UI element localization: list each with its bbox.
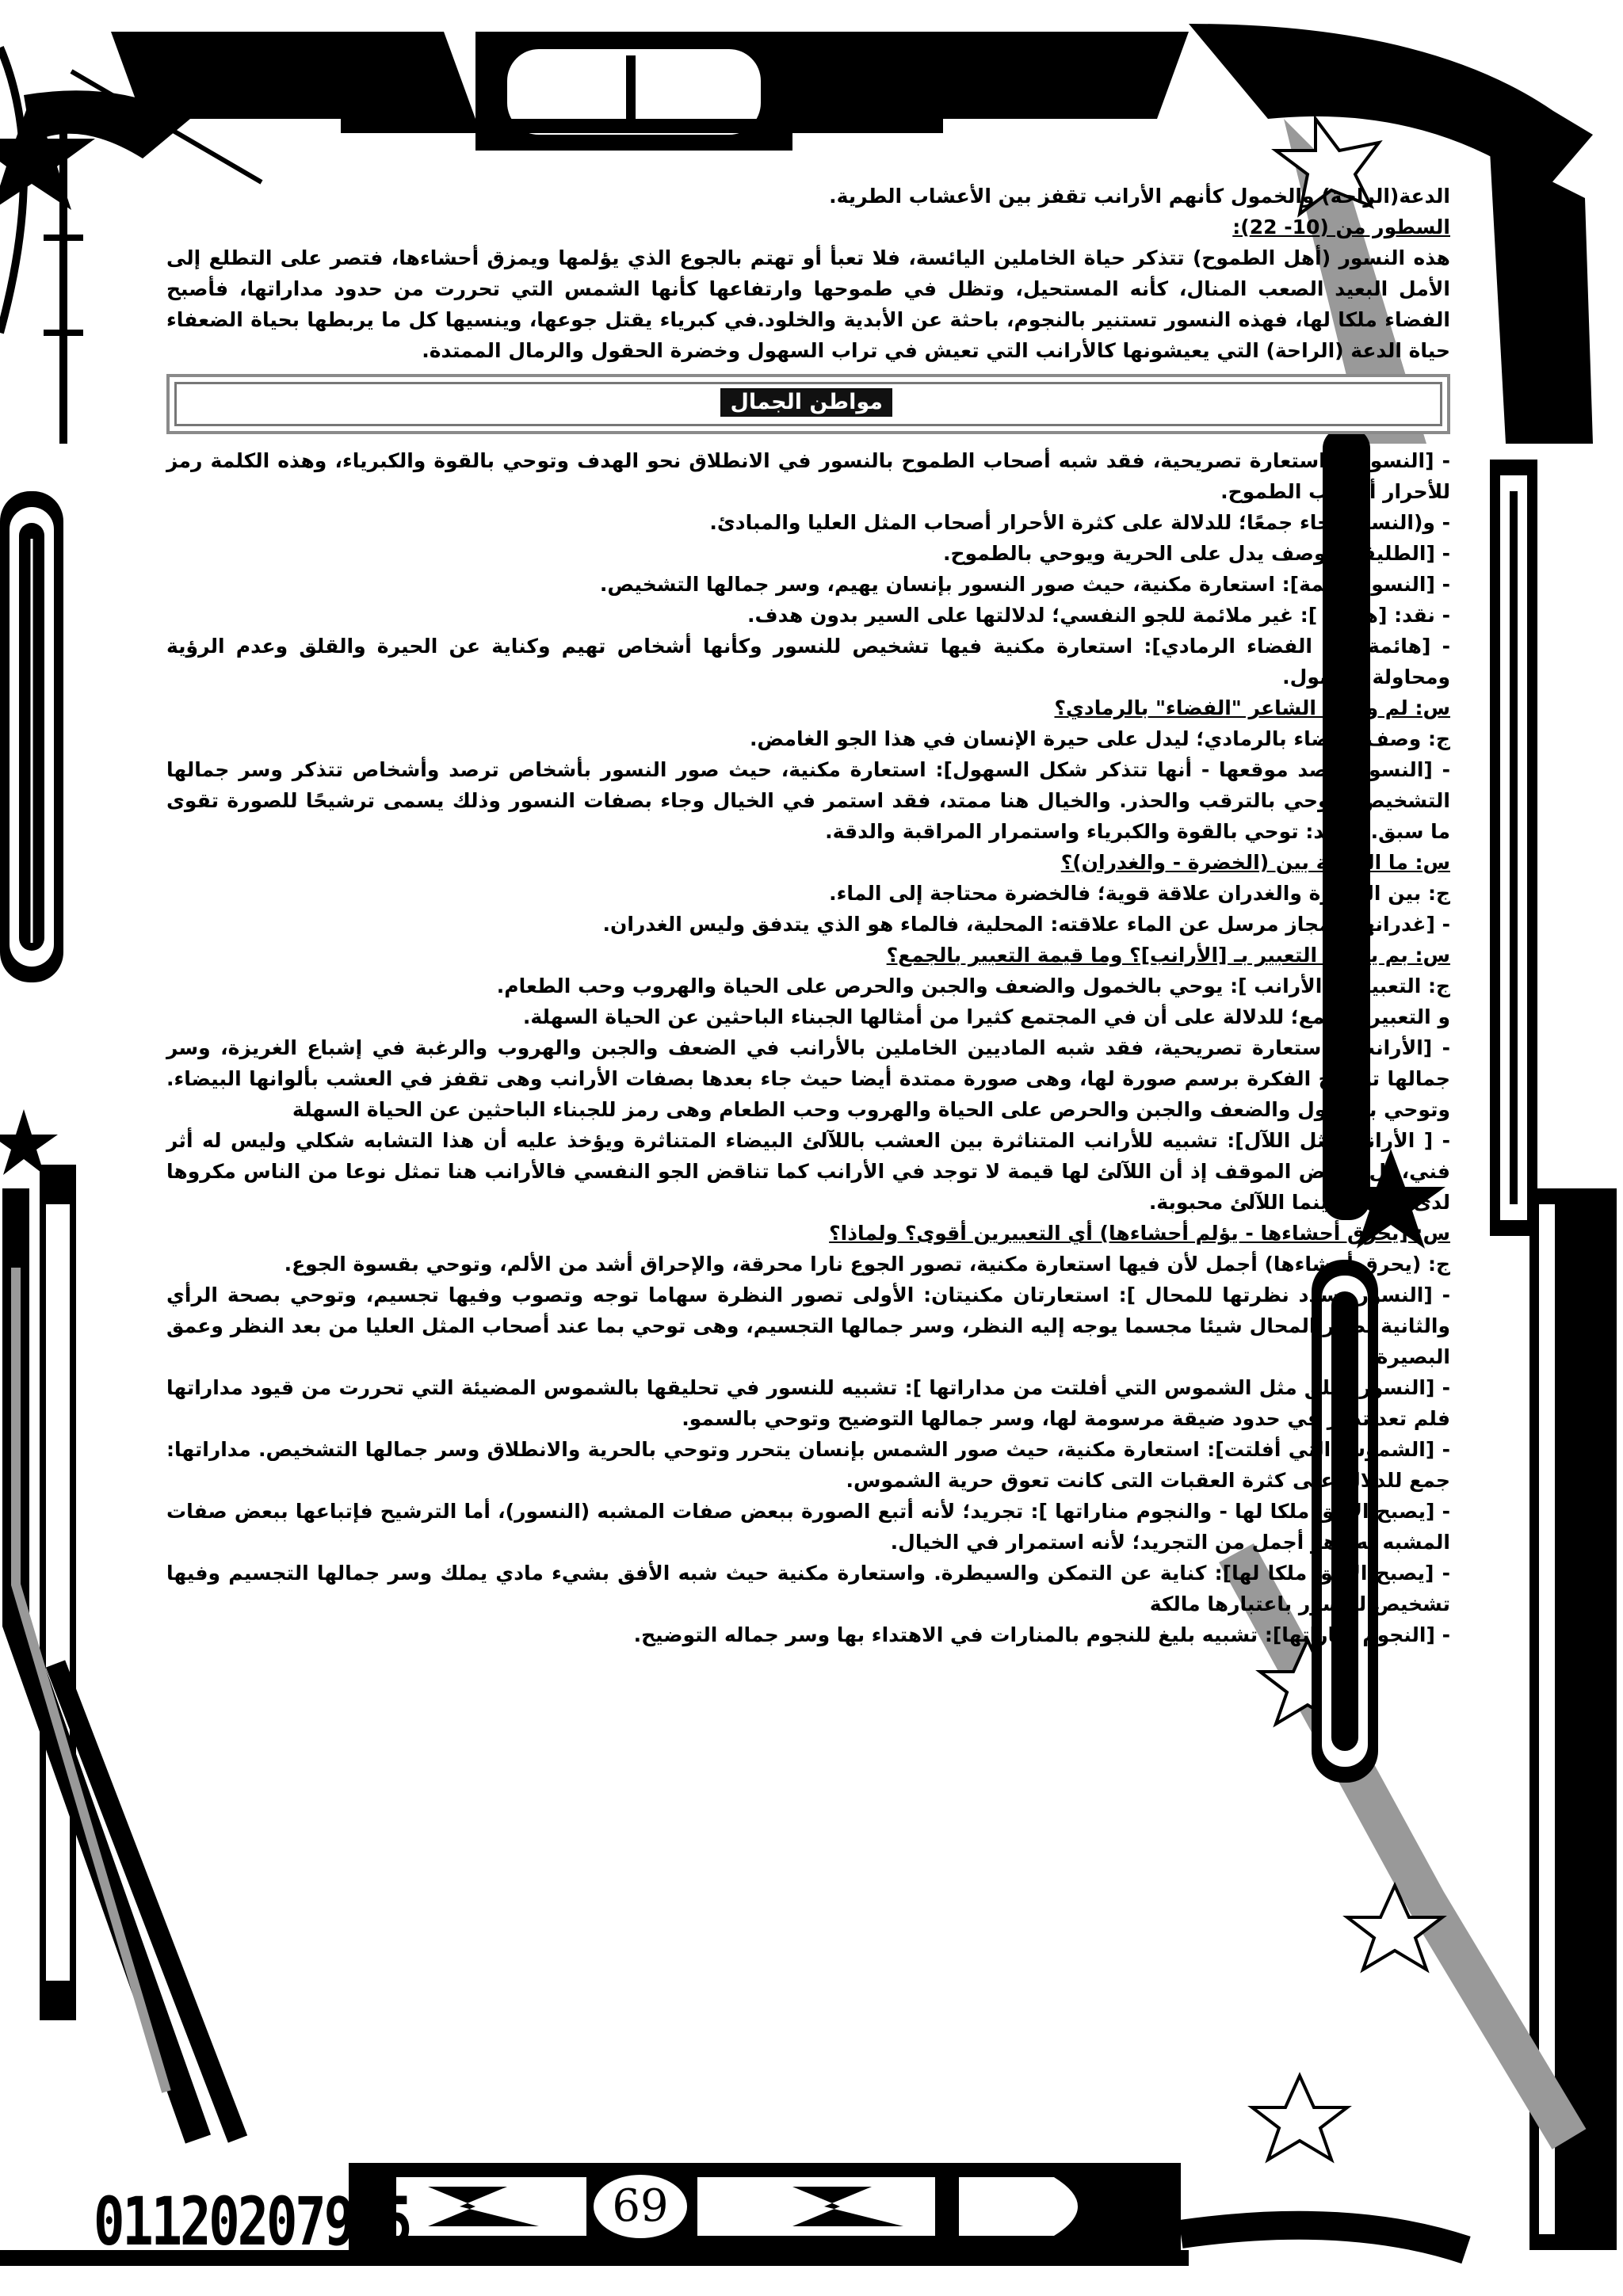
list-item: - [النسور تسدد نظرتها للمحال ]: استعارتان مكنيتان: الأولى تصور النظرة سهاما توجه وتصوب وفيها تجسيم، وتوحي بصحة الرأي والثانية تصور المحال شيئا مجسما يوجه إليه النظر، وسر جمالها التجسيم، وهى توحي بما عند أصحاب المثل العليا من بعد النظر وعمق البصيرة. [166, 1283, 1450, 1368]
list-item: - [يصبح الأفق ملكا لها - والنجوم مناراتها ]: تجريد؛ لأنه أتبع الصورة ببعض صفات المشبه (النسور)، أما الترشيح فإتباعها ببعض صفات المشبه به وهو أجمل من التجريد؛ لأنه استمرار في الخيال. [166, 1500, 1450, 1554]
list-item: - [النسور هائمة]: استعارة مكنية، حيث صور النسور بإنسان يهيم، وسر جمالها التشخيص. [599, 573, 1450, 596]
list-item: - [هائمة في الفضاء الرمادي]: استعارة مكنية فيها تشخيص للنسور وكأنها أشخاص تهيم وكناية عن الحيرة والقلق وعدم الرؤية ومحاولة الوصول. [166, 635, 1450, 688]
answer-item: ج: (يحرق أحشاءها) أجمل لأن فيها استعارة مكنية، تصور الجوع نارا محرقة، والإحراق أشد من الألم، وتوحي بقسوة الجوع. [284, 1253, 1450, 1276]
section-bar-label: مواطن الجمال [720, 388, 892, 417]
page-content [166, 181, 1450, 1650]
list-item: - نقد: [هائمة ]: غير ملائمة للجو النفسي؛ لدلالتها على السير بدون هدف. [747, 604, 1450, 627]
phone-number: 01120207965 [94, 2183, 411, 2260]
list-item: - و(النسور) جاء جمعًا؛ للدلالة على كثرة الأحرار أصحاب المثل العليا والمبادئ. [709, 511, 1450, 534]
list-item: - [الأرانب]: استعارة تصريحية، فقد شبه الماديين الخاملين بالأرانب في الضعف والجبن والهروب والرغبة في إشباع الغريزة، وسر جمالها توضيح الفكرة برسم صورة لها، وهى صورة ممتدة أيضا حيث جاء بعدها بصفات الأرانب وهى تقفز في العشب بألوانها البيضاء. وتوحي بالخمول والضعف والجبن والحرص على الحياة والهروب وحب الطعام وهى رمز للجبناء الباحثين عن الحياة السهلة [166, 1036, 1450, 1121]
question-item: س: ما العلاقة بين (الخضرة - والغدران)؟ [1060, 851, 1450, 874]
list-item: - [الشموس التي أفلتت]: استعارة مكنية، حيث صور الشمس بإنسان يتحرر وتوحي بالحرية والانطلاق وسر جمالها التشخيص. مداراتها: جمع للدلالة على كثرة العقبات التى كانت تعوق حرية الشموس. [166, 1438, 1450, 1492]
list-item: - [النجوم مناراتها]: تشبيه بليغ للنجوم بالمنارات في الاهتداء بها وسر جماله التوضيح. [633, 1623, 1450, 1646]
answer-item: ج: وصف الفضاء بالرمادي؛ ليدل على حيرة الإنسان في هذا الجو الغامض. [749, 727, 1450, 750]
summary-paragraph: هذه النسور (أهل الطموح) تتذكر حياة الخاملين اليائسة، فلا تعبأ أو تهتم بالجوع الذي يؤلمها ويمزق أحشاءها، فتصر على التطلع إلى الأمل البعيد الصعب المنال، كأنه المستحيل، وتظل في طموحها وارتفاعها كأنها الشمس التي تحررت من حدود مداراتها، فأصبح الفضاء ملكا لها، فهذه النسور تستنير بالنجوم، باحثة عن الأبدية والخلود.في كبرياء يقتل جوعها، وينسيها كل ما يربطها بحياة الضعفاء حياة الدعة (الراحة) التي يعيشونها كالأرانب التي تعيش في تراب السهول وخضرة الحقول والرمال الممتدة. [166, 246, 1450, 362]
question-item: س: بم يوحي التعبير بـ [الأرانب]؟ وما قيمة التعبير بالجمع؟ [886, 944, 1450, 967]
list-item: - [الطليقة]: وصف يدل على الحرية ويوحي بالطموح. [942, 542, 1450, 565]
list-item: و التعبير بالجمع؛ للدلالة على أن في المجتمع كثيرا من أمثالها الجبناء الباحثين عن الحياة السهلة. [522, 1005, 1450, 1028]
list-item: - [غدرانها]: مجاز مرسل عن الماء علاقته: المحلية، فالماء هو الذي يتدفق وليس الغدران. [602, 913, 1450, 936]
section-bar [166, 374, 1450, 434]
list-item: - [يصبح الأفق ملكا لها]: كناية عن التمكن والسيطرة. واستعارة مكنية حيث شبه الأفق بشيء مادي يملك وسر جمالها التجسيم وفيها تشخيص للنسور باعتبارها مالكة [166, 1562, 1450, 1615]
answer-item: ج: بين الخضرة والغدران علاقة قوية؛ فالخضرة محتاجة إلى الماء. [829, 882, 1450, 905]
list-item: - [النسور ]: استعارة تصريحية، فقد شبه أصحاب الطموح بالنسور في الانطلاق نحو الهدف وتوحي بالقوة والكبرياء، وهذه الكلمة رمز للأحرار أصحاب الطموح. [166, 449, 1450, 503]
list-item: - [ الأرانب مثل اللآل]: تشبيه للأرانب المتناثرة بين العشب باللآلئ البيضاء المتناثرة ويؤخذ عليه أن هذا التشابه شكلي وليس له أثر فني، بل يناقض الموقف إذ أن اللآلئ لها قيمة لا توجد في الأرانب كما تناقض الجو النفسي فالأرانب هنا تمثل نوعا من الناس مكروها لدى الجميع بينما اللآلئ محبوبة. [166, 1129, 1450, 1214]
lines-section-heading: السطور من (10- 22): [1232, 215, 1450, 238]
list-item: - [النسور ترصد موقعها - أنها تتذكر شكل السهول]: استعارة مكنية، حيث صور النسور بأشخاص ترصد وأشخاص تتذكر وسر جمالها التشخيص وتوحي بالترقب والحذر. والخيال هنا ممتد، فقد استمر في الخيال وجاء بصفات النسور وذلك يسمى ترشيحًا للصورة تقوى ما سبق. ترصد: توحي بالقوة والكبرياء واستمرار المراقبة والدقة. [166, 758, 1450, 843]
list-item: - [النسور تحلق مثل الشموس التي أفلتت من مداراتها ]: تشبيه للنسور في تحليقها بالشموس المضيئة التي تحررت من قيود مداراتها فلم تعد تدور في حدود ضيقة مرسومة لها، وسر جمالها التوضيح وتوحي بالسمو. [166, 1376, 1450, 1430]
page-number: 69 [590, 2171, 691, 2242]
top-banner-ornament [111, 32, 1189, 151]
answer-item: ج: التعبير بـ [الأرانب ]: يوحي بالخمول والضعف والجبن والحرص على الحياة والهروب وحب الطعام. [496, 974, 1450, 997]
question-item: س: لم وصف الشاعر "الفضاء" بالرمادي؟ [1054, 696, 1450, 719]
intro-line: الدعة(الراحة) والخمول كأنهم الأرانب تقفز بين الأعشاب الطرية. [829, 185, 1450, 208]
question-item: س: [يحرق أحشاءها - يؤلم أحشاءها) أي التعبيرين أقوى؟ ولماذا؟ [829, 1222, 1450, 1245]
beauty-points-list [166, 445, 1450, 1650]
